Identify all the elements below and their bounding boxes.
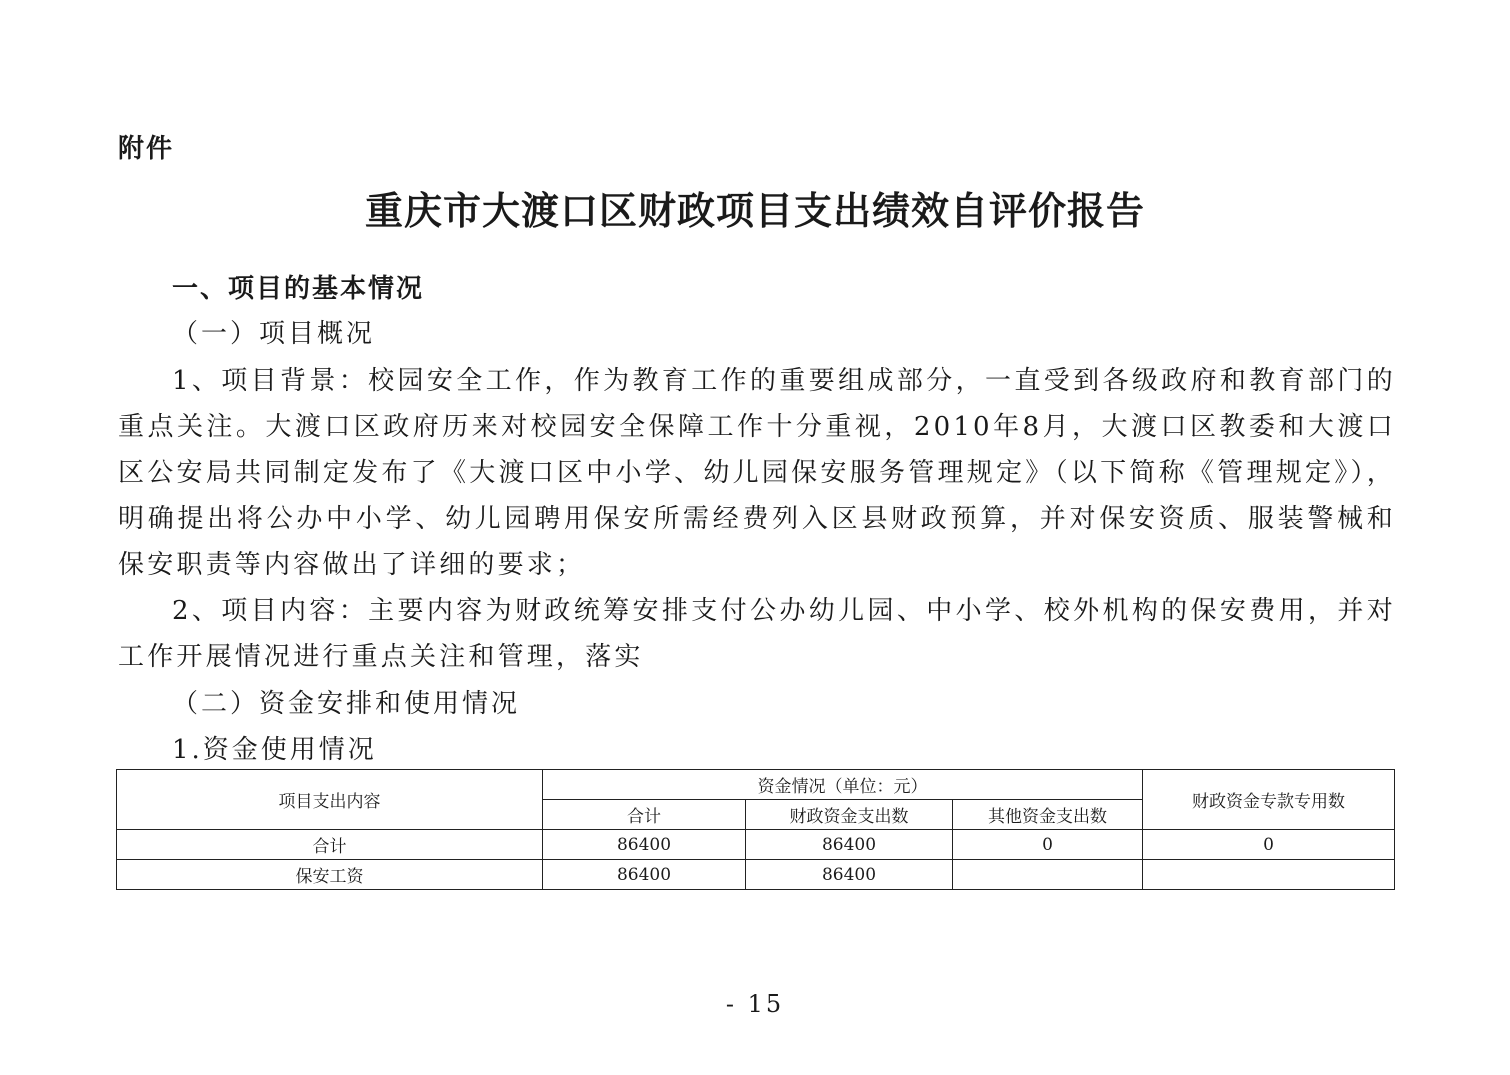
attachment-label: 附件 [118, 134, 175, 164]
header-other-col: 其他资金支出数 [953, 800, 1143, 830]
cell-other [953, 860, 1143, 890]
funds-usage-table [116, 769, 1395, 890]
cell-fiscal: 86400 [746, 860, 953, 890]
cell-item: 合计 [117, 830, 543, 860]
cell-fiscal: 86400 [746, 830, 953, 860]
item-heading-funds-usage: 1.资金使用情况 [172, 735, 377, 765]
table-row [117, 860, 1395, 890]
section-heading-basic-info: 一、项目的基本情况 [172, 274, 425, 304]
cell-special [1143, 860, 1395, 890]
header-item-col: 项目支出内容 [117, 770, 543, 830]
header-special-col: 财政资金专款专用数 [1143, 770, 1395, 830]
page-number: - 15 [725, 990, 785, 1018]
paragraph-project-background: 1、项目背景：校园安全工作，作为教育工作的重要组成部分，一直受到各级政府和教育部门的重点关注。大渡口区政府历来对校园安全保障工作十分重视，2010年8月，大渡口区教委和大渡口区公安局共同制定发布了《大渡口区中小学、幼儿园保安服务管理规定》（以下简称《管理规定》），明确提出将公办中小学、幼儿园聘用保安所需经费列入区县财政预算，并对保安资质、服装警械和保安职责等内容做出了详细的要求； [118, 366, 1396, 580]
subsection-heading-overview: （一）项目概况 [172, 319, 376, 349]
cell-item: 保安工资 [117, 860, 543, 890]
cell-special: 0 [1143, 830, 1395, 860]
cell-total: 86400 [543, 830, 746, 860]
cell-total: 86400 [543, 860, 746, 890]
cell-other: 0 [953, 830, 1143, 860]
header-funds-group: 资金情况（单位：元） [543, 770, 1143, 800]
paragraph-project-content: 2、项目内容：主要内容为财政统筹安排支付公办幼儿园、中小学、校外机构的保安费用，并对工作开展情况进行重点关注和管理，落实 [118, 596, 1396, 672]
table-row [117, 830, 1395, 860]
header-fiscal-col: 财政资金支出数 [746, 800, 953, 830]
header-total-col: 合计 [543, 800, 746, 830]
table-header-row [117, 770, 1395, 800]
report-title: 重庆市大渡口区财政项目支出绩效自评价报告 [364, 188, 1145, 233]
subsection-heading-funds: （二）资金安排和使用情况 [172, 689, 521, 719]
